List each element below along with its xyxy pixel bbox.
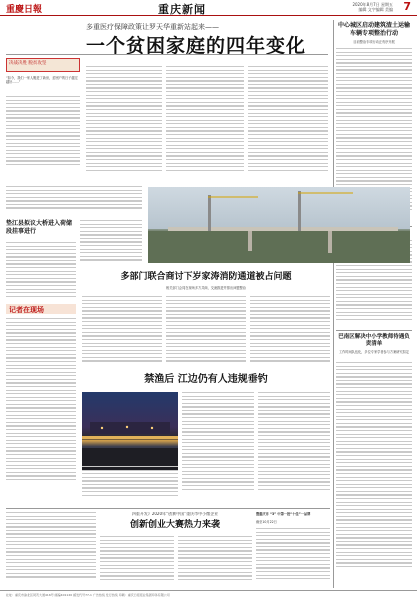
right-item1-sub: 目前整治专项行动正有序开展 [353,40,395,44]
middle-headline: 多部门联合商讨下岁家涛消防通道被占问题 [120,272,292,282]
lead-continued-text [6,186,142,214]
lead-left-text [6,96,80,174]
bridge-story-text-2 [80,220,142,268]
bottom-item-date: 截至10月22日 [256,520,277,524]
bridge-story-text [6,242,76,306]
divider [336,330,412,331]
bottom-item-title: 暨重庆市 “3” 中第一批“十佳”一品牌 [256,512,311,516]
bottom-text-col2 [178,536,252,588]
middle-text-col2 [166,296,246,372]
river-night-photo [82,392,178,470]
bridge-story-headline: 垫江县拟议大桥进入荷储段挂事进行 [6,220,73,235]
right-item3-text [336,362,412,586]
right-item3-title: 巴南区解决中小学教师待遇负责清单 [338,334,410,347]
lead-snippet: “如今，我们一家人搬进了新房，贫困户的日子越过越好……” [6,76,78,85]
bridge-construction-photo [148,187,410,263]
newspaper-logo: 重慶日報 [6,5,43,15]
page-number: 7 [403,0,411,13]
lead-body-col2 [166,66,244,182]
left-column-text [6,318,76,504]
column-divider [333,20,334,588]
middle-subheadline: 相关部门会同在现场多方共商，交流推进并排出问题整治 [166,286,246,290]
bottom-text-col1 [100,536,174,588]
lead-body-col3 [248,66,328,182]
divider [6,508,330,509]
fishing-caption [82,466,178,504]
lead-headline: 一个贫困家庭的四年变化 [86,35,307,57]
bottom-text-left [6,512,96,588]
bridge-illustration [148,187,410,263]
right-item1-title: 中心城区启动建筑渣土运输车辆专项整治行动 [337,22,410,37]
middle-text-col1 [82,296,162,372]
bottom-subheadline: 四重开发》2020年“创赛中国”重庆市中小微企业 [131,512,219,516]
river-illustration [82,392,178,470]
campaign-box [6,58,80,72]
bottom-text-col3 [256,528,330,588]
masthead [0,0,417,16]
lead-subheadline: 多重医疗保障政策让罗天华重新站起来—— [86,23,219,31]
page-footer: 社址：重庆市渝北区同茂大道416号 邮编401120 邮发代号77-1 广告热线 发行热线 印刷：重庆日报报业集团印务有限公司 [0,590,417,600]
issue-date: 2020年8月7日 星期五 编辑 文字编辑 美编 [352,2,393,12]
lead-body-col1 [86,66,162,182]
section-title: 重庆新闻 [158,3,206,16]
bottom-headline: 创新创业大赛热力来袭 [129,520,220,530]
middle-text-col3 [250,296,330,372]
fishing-text-col1 [182,392,254,504]
reporter-on-scene-tag: 记者在现场 [6,304,76,314]
divider [6,54,328,55]
right-item3-sub: 工作时间队伍化，多位专家学者参与方案研究拟定 [338,350,410,354]
campaign-label: 决战决胜 脱贫攻坚 [9,61,47,66]
fishing-headline: 禁渔后 江边仍有人违规垂钓 [144,374,268,385]
fishing-text-col2 [258,392,330,504]
